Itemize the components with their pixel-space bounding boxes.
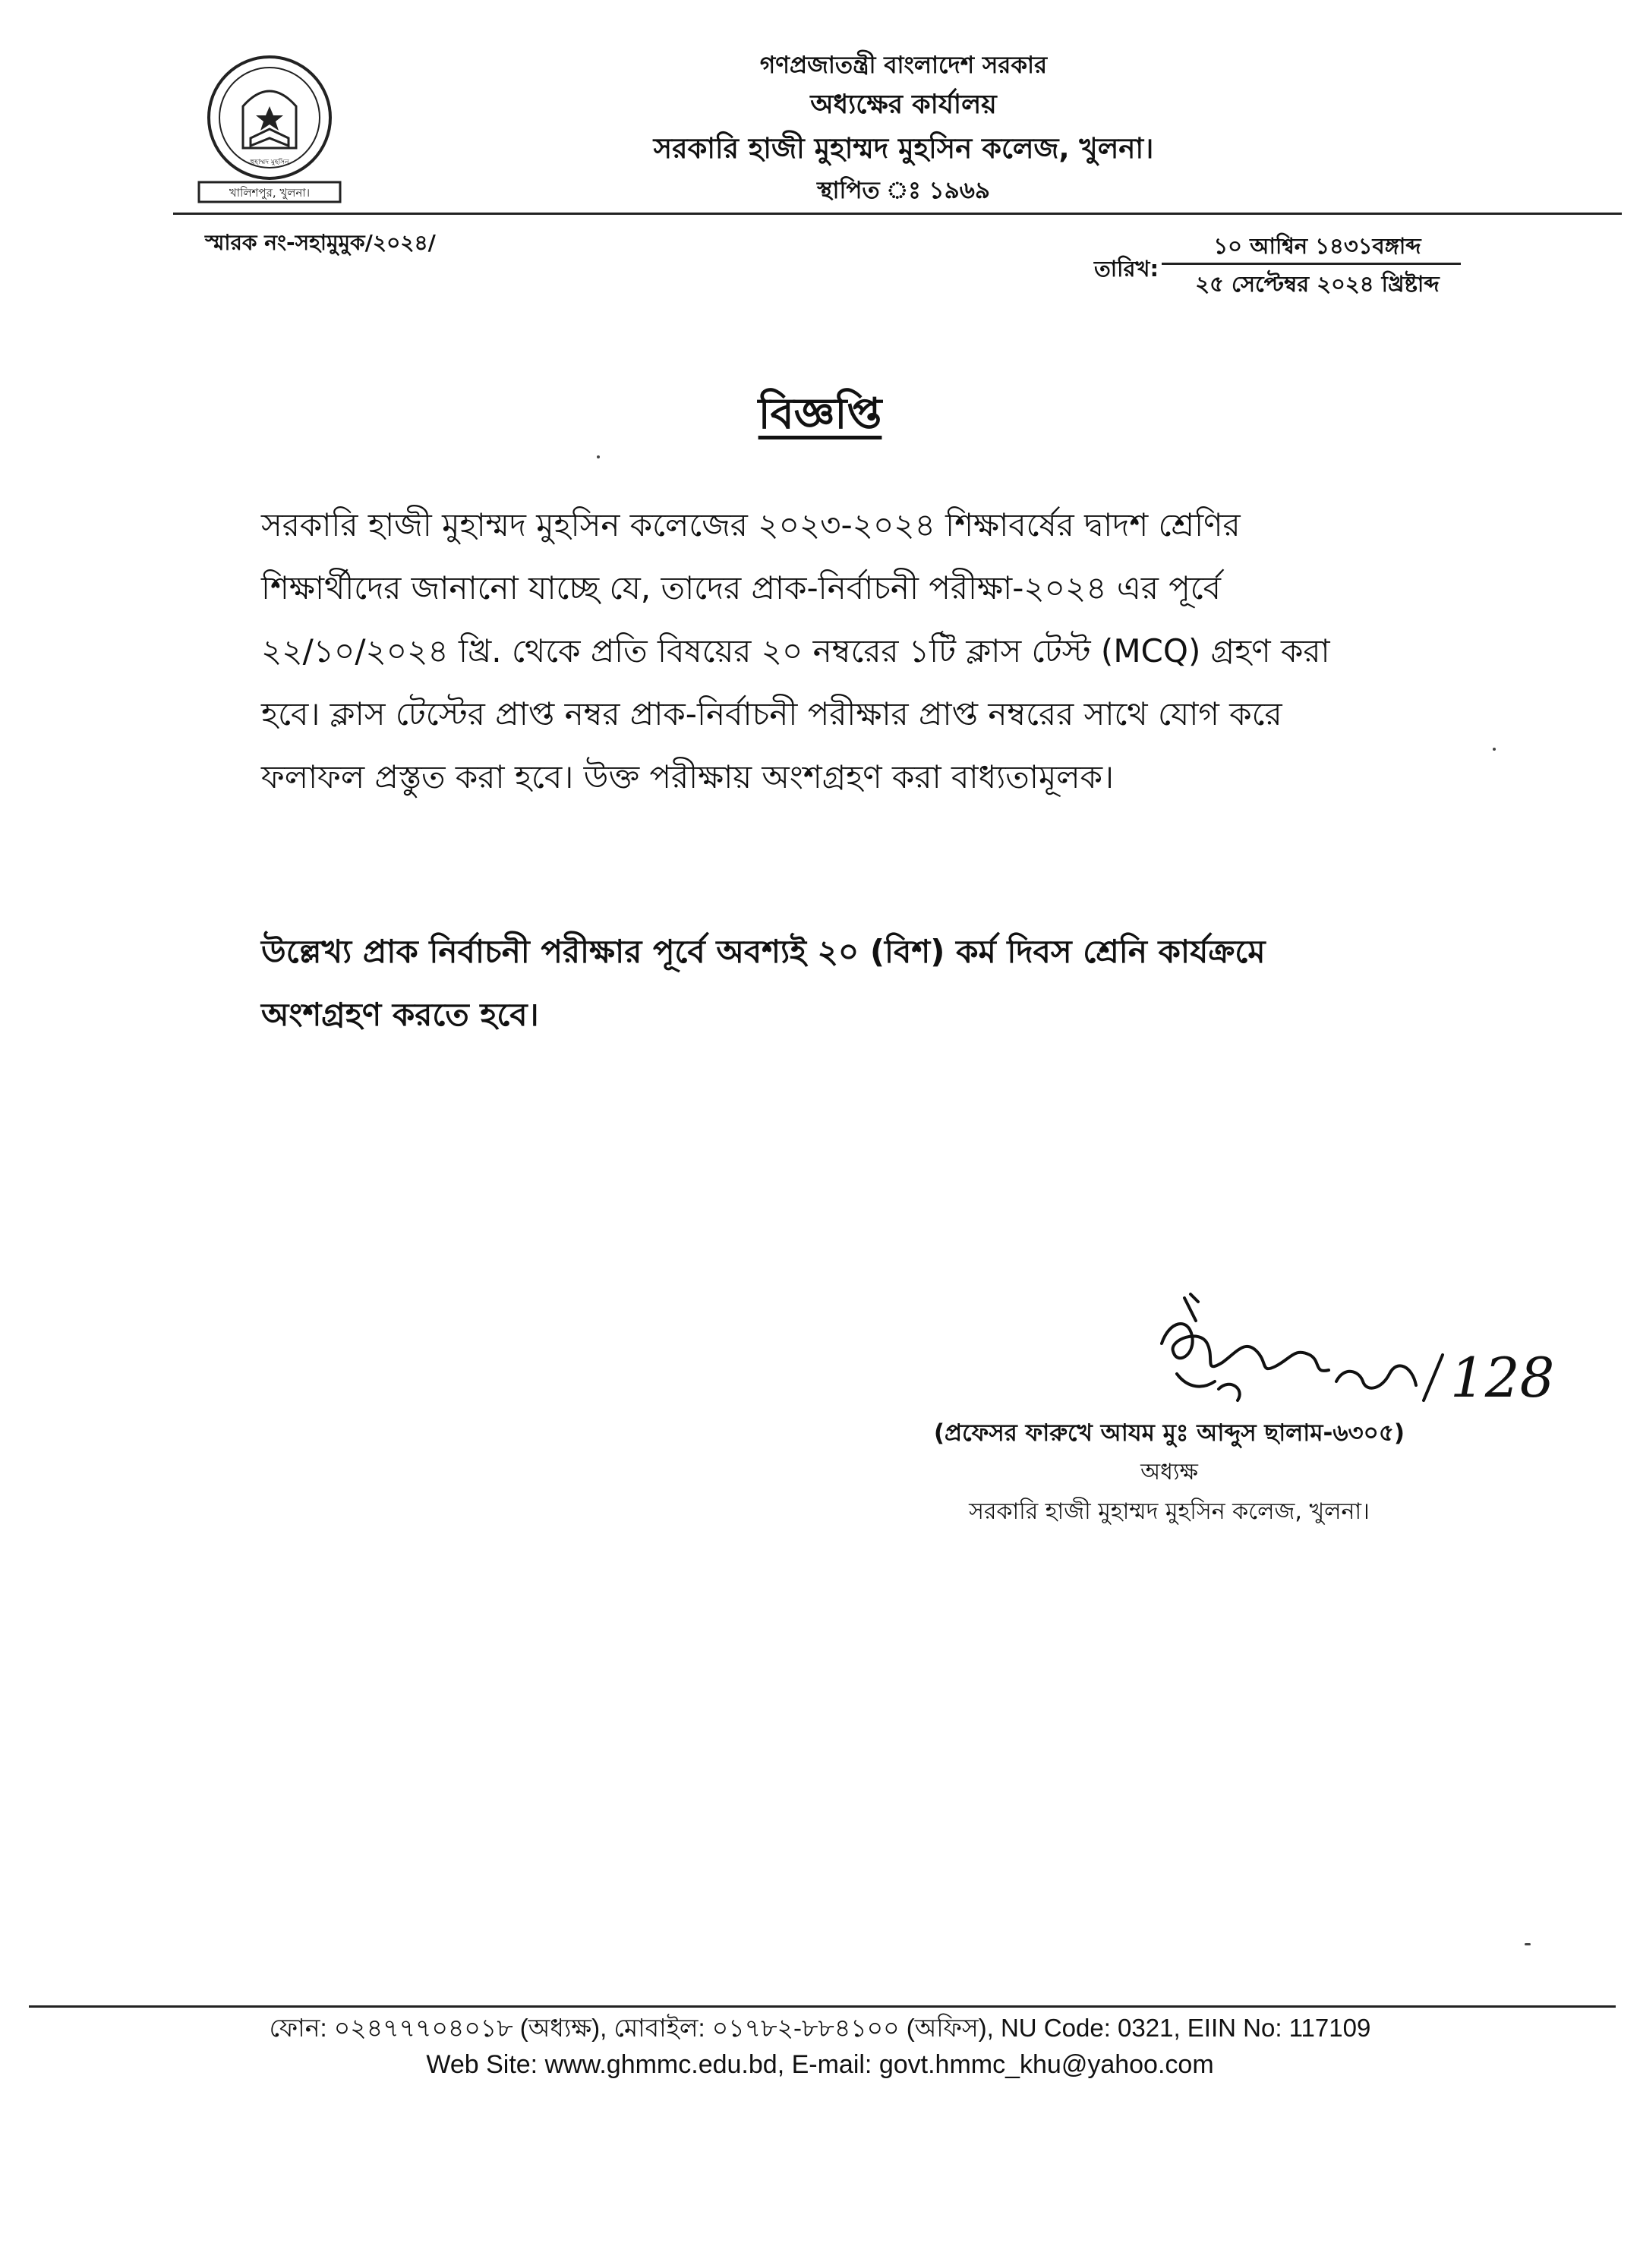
footer-divider	[29, 2005, 1616, 2008]
letterhead	[456, 47, 1351, 209]
government-line: গণপ্রজাতন্ত্রী বাংলাদেশ সরকার	[759, 52, 1048, 79]
paragraph-line: হবে। ক্লাস টেস্টের প্রাপ্ত নম্বর প্রাক-নির্বাচনী পরীক্ষার প্রাপ্ত নম্বরের সাথে যোগ করে	[261, 695, 1282, 732]
scan-speck	[597, 455, 600, 458]
date-bangla: ১০ আশ্বিন ১৪৩১বঙ্গাব্দ	[1213, 233, 1421, 259]
paragraph-line: ২২/১০/২০২৪ খ্রি. থেকে প্রতি বিষয়ের ২০ নম্বরের ১টি ক্লাস টেস্ট (MCQ) গ্রহণ করা	[261, 632, 1330, 669]
header-divider	[173, 213, 1622, 215]
footer-contact: ফোন: ০২৪৭৭৭০৪০১৮ (অধ্যক্ষ), মোবাইল: ০১৭৮২-৮৮৪১০০ (অফিস), NU Code: 0321, EIIN No: 117109	[269, 2014, 1371, 2042]
signatory-name: (প্রফেসর ফারুখে আযম মুঃ আব্দুস ছালাম-৬৩০৫)	[933, 1419, 1405, 1447]
college-logo	[190, 53, 349, 205]
paragraph-line: অংশগ্রহণ করতে হবে।	[261, 996, 539, 1033]
signatory-institution: সরকারি হাজী মুহাম্মদ মুহসিন কলেজ, খুলনা।	[969, 1498, 1370, 1525]
established-line: স্থাপিত ঃ ১৯৬৯	[816, 177, 991, 204]
signature-block	[873, 1413, 1465, 1532]
handwritten-signature	[1131, 1275, 1556, 1427]
notice-paragraph-1	[205, 493, 1465, 808]
scan-speck	[1493, 748, 1496, 751]
college-name: সরকারি হাজী মুহাম্মদ মুহসিন কলেজ, খুলনা।	[653, 132, 1154, 165]
svg-text:হুহাম্মদ মুহসিন: হুহাম্মদ মুহসিন	[250, 159, 289, 166]
paragraph-line: উল্লেখ্য প্রাক নির্বাচনী পরীক্ষার পূর্বে অবশ্যই ২০ (বিশ) কর্ম দিবস শ্রেনি কার্যক্রমে	[261, 933, 1266, 970]
svg-text:খালিশপুর, খুলনা।: খালিশপুর, খুলনা।	[229, 186, 311, 200]
paragraph-line: শিক্ষার্থীদের জানানো যাচ্ছে যে, তাদের প্রাক-নির্বাচনী পরীক্ষা-২০২৪ এর পূর্বে	[261, 569, 1222, 606]
paragraph-line: ফলাফল প্রস্তুত করা হবে। উক্ত পরীক্ষায় অংশগ্রহণ করা বাধ্যতামূলক।	[261, 758, 1114, 795]
signatory-title: অধ্যক্ষ	[1140, 1459, 1198, 1485]
memo-number: স্মারক নং-সহামুমুক/২০২৪/	[205, 230, 436, 255]
svg-text:128: 128	[1450, 1346, 1555, 1410]
notice-title: বিজ্ঞপ্তি	[758, 389, 882, 439]
date-label: তারিখ:	[1094, 256, 1159, 282]
college-emblem-icon	[190, 53, 349, 205]
paragraph-line: সরকারি হাজী মুহাম্মদ মুহসিন কলেজের ২০২৩-২০২৪ শিক্ষাবর্ষের দ্বাদশ শ্রেণির	[261, 506, 1241, 543]
scan-speck	[1525, 1943, 1531, 1945]
footer-web: Web Site: www.ghmmc.edu.bd, E-mail: govt.hmmc_khu@yahoo.com	[426, 2050, 1214, 2079]
date-english: ২৫ সেপ্টেম্বর ২০২৪ খ্রিষ্টাব্দ	[1195, 271, 1440, 297]
date-divider	[1162, 263, 1461, 265]
notice-paragraph-2	[205, 920, 1465, 1046]
footer	[190, 2010, 1450, 2083]
office-line: অধ্যক্ষের কার্যালয়	[810, 90, 997, 120]
